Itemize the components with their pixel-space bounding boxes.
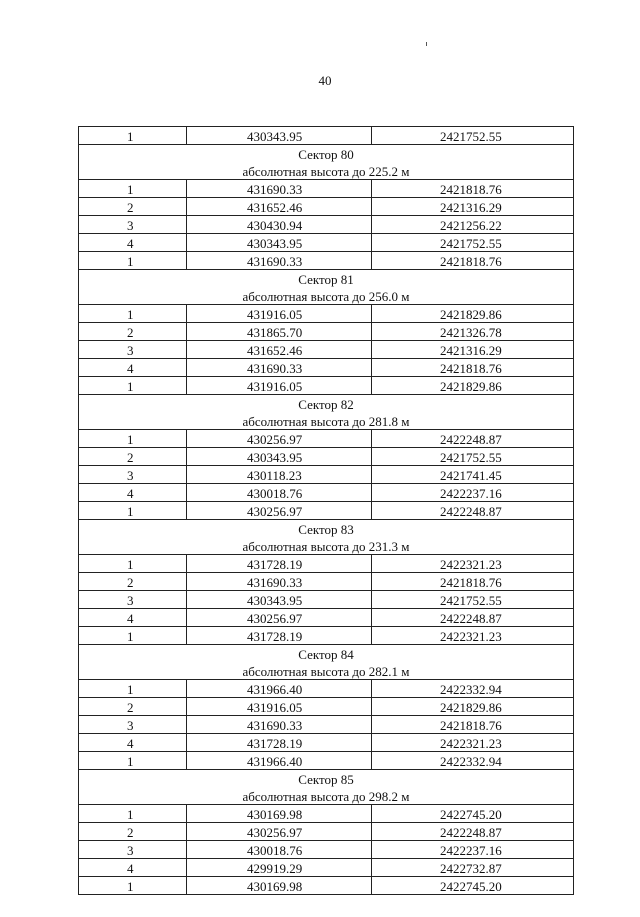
y-coordinate-cell: 2421818.76 bbox=[372, 252, 574, 270]
table-row bbox=[79, 805, 574, 823]
y-coordinate-cell: 2422332.94 bbox=[372, 752, 574, 770]
table-row bbox=[79, 341, 574, 359]
sector-title-row bbox=[79, 145, 574, 163]
point-number-cell: 3 bbox=[79, 591, 187, 609]
point-number-cell: 1 bbox=[79, 180, 187, 198]
point-number-cell: 3 bbox=[79, 216, 187, 234]
table-row bbox=[79, 752, 574, 770]
point-number-cell: 4 bbox=[79, 859, 187, 877]
y-coordinate-cell: 2421316.29 bbox=[372, 198, 574, 216]
point-number-cell: 1 bbox=[79, 305, 187, 323]
x-coordinate-cell: 431690.33 bbox=[187, 180, 372, 198]
point-number-cell: 2 bbox=[79, 448, 187, 466]
sector-altitude: абсолютная высота до 281.8 м bbox=[79, 412, 574, 430]
point-number-cell: 4 bbox=[79, 359, 187, 377]
point-number-cell: 1 bbox=[79, 502, 187, 520]
y-coordinate-cell: 2421326.78 bbox=[372, 323, 574, 341]
table-row bbox=[79, 859, 574, 877]
x-coordinate-cell: 431690.33 bbox=[187, 359, 372, 377]
table-row bbox=[79, 448, 574, 466]
y-coordinate-cell: 2421256.22 bbox=[372, 216, 574, 234]
point-number-cell: 1 bbox=[79, 627, 187, 645]
point-number-cell: 3 bbox=[79, 841, 187, 859]
x-coordinate-cell: 431916.05 bbox=[187, 305, 372, 323]
sector-altitude-row bbox=[79, 662, 574, 680]
y-coordinate-cell: 2422732.87 bbox=[372, 859, 574, 877]
y-coordinate-cell: 2421818.76 bbox=[372, 180, 574, 198]
x-coordinate-cell: 430430.94 bbox=[187, 216, 372, 234]
sector-title-row bbox=[79, 520, 574, 538]
point-number-cell: 4 bbox=[79, 609, 187, 627]
table-row bbox=[79, 877, 574, 895]
x-coordinate-cell: 431966.40 bbox=[187, 680, 372, 698]
table-row bbox=[79, 680, 574, 698]
x-coordinate-cell: 431690.33 bbox=[187, 573, 372, 591]
table-row bbox=[79, 573, 574, 591]
point-number-cell: 1 bbox=[79, 805, 187, 823]
y-coordinate-cell: 2422248.87 bbox=[372, 430, 574, 448]
sector-altitude-row bbox=[79, 537, 574, 555]
table-row bbox=[79, 198, 574, 216]
point-number-cell: 1 bbox=[79, 430, 187, 448]
sector-title-row bbox=[79, 770, 574, 788]
y-coordinate-cell: 2421829.86 bbox=[372, 377, 574, 395]
x-coordinate-cell: 431916.05 bbox=[187, 698, 372, 716]
table-row bbox=[79, 734, 574, 752]
sector-altitude: абсолютная высота до 256.0 м bbox=[79, 287, 574, 305]
x-coordinate-cell: 430118.23 bbox=[187, 466, 372, 484]
table-row bbox=[79, 823, 574, 841]
y-coordinate-cell: 2422321.23 bbox=[372, 734, 574, 752]
sector-altitude-row bbox=[79, 787, 574, 805]
table-row bbox=[79, 841, 574, 859]
x-coordinate-cell: 431652.46 bbox=[187, 341, 372, 359]
table-row bbox=[79, 216, 574, 234]
y-coordinate-cell: 2421818.76 bbox=[372, 359, 574, 377]
point-number-cell: 1 bbox=[79, 752, 187, 770]
sector-altitude: абсолютная высота до 225.2 м bbox=[79, 162, 574, 180]
y-coordinate-cell: 2421752.55 bbox=[372, 591, 574, 609]
table-row bbox=[79, 252, 574, 270]
x-coordinate-cell: 430256.97 bbox=[187, 430, 372, 448]
sector-title: Сектор 84 bbox=[79, 645, 574, 663]
sector-title: Сектор 82 bbox=[79, 395, 574, 413]
table-row bbox=[79, 555, 574, 573]
table-row bbox=[79, 484, 574, 502]
point-number-cell: 3 bbox=[79, 466, 187, 484]
point-number-cell: 4 bbox=[79, 484, 187, 502]
point-number-cell: 1 bbox=[79, 555, 187, 573]
y-coordinate-cell: 2421829.86 bbox=[372, 305, 574, 323]
y-coordinate-cell: 2422321.23 bbox=[372, 555, 574, 573]
x-coordinate-cell: 431728.19 bbox=[187, 555, 372, 573]
sector-altitude: абсолютная высота до 298.2 м bbox=[79, 787, 574, 805]
table-row bbox=[79, 627, 574, 645]
y-coordinate-cell: 2422745.20 bbox=[372, 805, 574, 823]
x-coordinate-cell: 430169.98 bbox=[187, 877, 372, 895]
point-number-cell: 2 bbox=[79, 323, 187, 341]
y-coordinate-cell: 2422248.87 bbox=[372, 823, 574, 841]
table-row bbox=[79, 591, 574, 609]
sector-altitude: абсолютная высота до 282.1 м bbox=[79, 662, 574, 680]
point-number-cell: 2 bbox=[79, 573, 187, 591]
y-coordinate-cell: 2421316.29 bbox=[372, 341, 574, 359]
x-coordinate-cell: 430343.95 bbox=[187, 234, 372, 252]
x-coordinate-cell: 430256.97 bbox=[187, 823, 372, 841]
y-coordinate-cell: 2422332.94 bbox=[372, 680, 574, 698]
x-coordinate-cell: 430343.95 bbox=[187, 127, 372, 145]
page-number: 40 bbox=[318, 73, 332, 88]
x-coordinate-cell: 431865.70 bbox=[187, 323, 372, 341]
point-number-cell: 1 bbox=[79, 877, 187, 895]
sector-title: Сектор 85 bbox=[79, 770, 574, 788]
y-coordinate-cell: 2421752.55 bbox=[372, 234, 574, 252]
y-coordinate-cell: 2422321.23 bbox=[372, 627, 574, 645]
table-row bbox=[79, 323, 574, 341]
y-coordinate-cell: 2422745.20 bbox=[372, 877, 574, 895]
y-coordinate-cell: 2422237.16 bbox=[372, 484, 574, 502]
coordinates-table bbox=[78, 126, 574, 895]
table-row bbox=[79, 234, 574, 252]
point-number-cell: 1 bbox=[79, 377, 187, 395]
y-coordinate-cell: 2421829.86 bbox=[372, 698, 574, 716]
sector-title: Сектор 81 bbox=[79, 270, 574, 288]
sector-altitude-row bbox=[79, 162, 574, 180]
x-coordinate-cell: 430343.95 bbox=[187, 448, 372, 466]
point-number-cell: 4 bbox=[79, 234, 187, 252]
point-number-cell: 3 bbox=[79, 716, 187, 734]
y-coordinate-cell: 2422248.87 bbox=[372, 502, 574, 520]
x-coordinate-cell: 430169.98 bbox=[187, 805, 372, 823]
x-coordinate-cell: 430018.76 bbox=[187, 841, 372, 859]
x-coordinate-cell: 431690.33 bbox=[187, 252, 372, 270]
x-coordinate-cell: 431966.40 bbox=[187, 752, 372, 770]
y-coordinate-cell: 2422248.87 bbox=[372, 609, 574, 627]
y-coordinate-cell: 2421741.45 bbox=[372, 466, 574, 484]
sector-title-row bbox=[79, 270, 574, 288]
sector-title-row bbox=[79, 395, 574, 413]
x-coordinate-cell: 431728.19 bbox=[187, 627, 372, 645]
y-coordinate-cell: 2421752.55 bbox=[372, 127, 574, 145]
x-coordinate-cell: 431728.19 bbox=[187, 734, 372, 752]
point-number-cell: 2 bbox=[79, 198, 187, 216]
x-coordinate-cell: 430018.76 bbox=[187, 484, 372, 502]
point-number-cell: 2 bbox=[79, 823, 187, 841]
sector-altitude-row bbox=[79, 412, 574, 430]
x-coordinate-cell: 431652.46 bbox=[187, 198, 372, 216]
table-row bbox=[79, 609, 574, 627]
point-number-cell: 1 bbox=[79, 252, 187, 270]
sector-altitude-row bbox=[79, 287, 574, 305]
x-coordinate-cell: 430256.97 bbox=[187, 609, 372, 627]
sector-title: Сектор 83 bbox=[79, 520, 574, 538]
sector-title-row bbox=[79, 645, 574, 663]
x-coordinate-cell: 431690.33 bbox=[187, 716, 372, 734]
sector-altitude: абсолютная высота до 231.3 м bbox=[79, 537, 574, 555]
table-row bbox=[79, 502, 574, 520]
x-coordinate-cell: 429919.29 bbox=[187, 859, 372, 877]
point-number-cell: 1 bbox=[79, 127, 187, 145]
table-row bbox=[79, 305, 574, 323]
x-coordinate-cell: 430256.97 bbox=[187, 502, 372, 520]
y-coordinate-cell: 2421752.55 bbox=[372, 448, 574, 466]
x-coordinate-cell: 431916.05 bbox=[187, 377, 372, 395]
point-number-cell: 1 bbox=[79, 680, 187, 698]
point-number-cell: 4 bbox=[79, 734, 187, 752]
table-row bbox=[79, 698, 574, 716]
table-row bbox=[79, 359, 574, 377]
y-coordinate-cell: 2422237.16 bbox=[372, 841, 574, 859]
point-number-cell: 2 bbox=[79, 698, 187, 716]
point-number-cell: 3 bbox=[79, 341, 187, 359]
y-coordinate-cell: 2421818.76 bbox=[372, 573, 574, 591]
table-row bbox=[79, 180, 574, 198]
table-row bbox=[79, 716, 574, 734]
x-coordinate-cell: 430343.95 bbox=[187, 591, 372, 609]
table-row bbox=[79, 377, 574, 395]
table-row bbox=[79, 430, 574, 448]
y-coordinate-cell: 2421818.76 bbox=[372, 716, 574, 734]
table-row bbox=[79, 466, 574, 484]
scan-speck bbox=[426, 42, 427, 46]
table-row bbox=[79, 127, 574, 145]
sector-title: Сектор 80 bbox=[79, 145, 574, 163]
